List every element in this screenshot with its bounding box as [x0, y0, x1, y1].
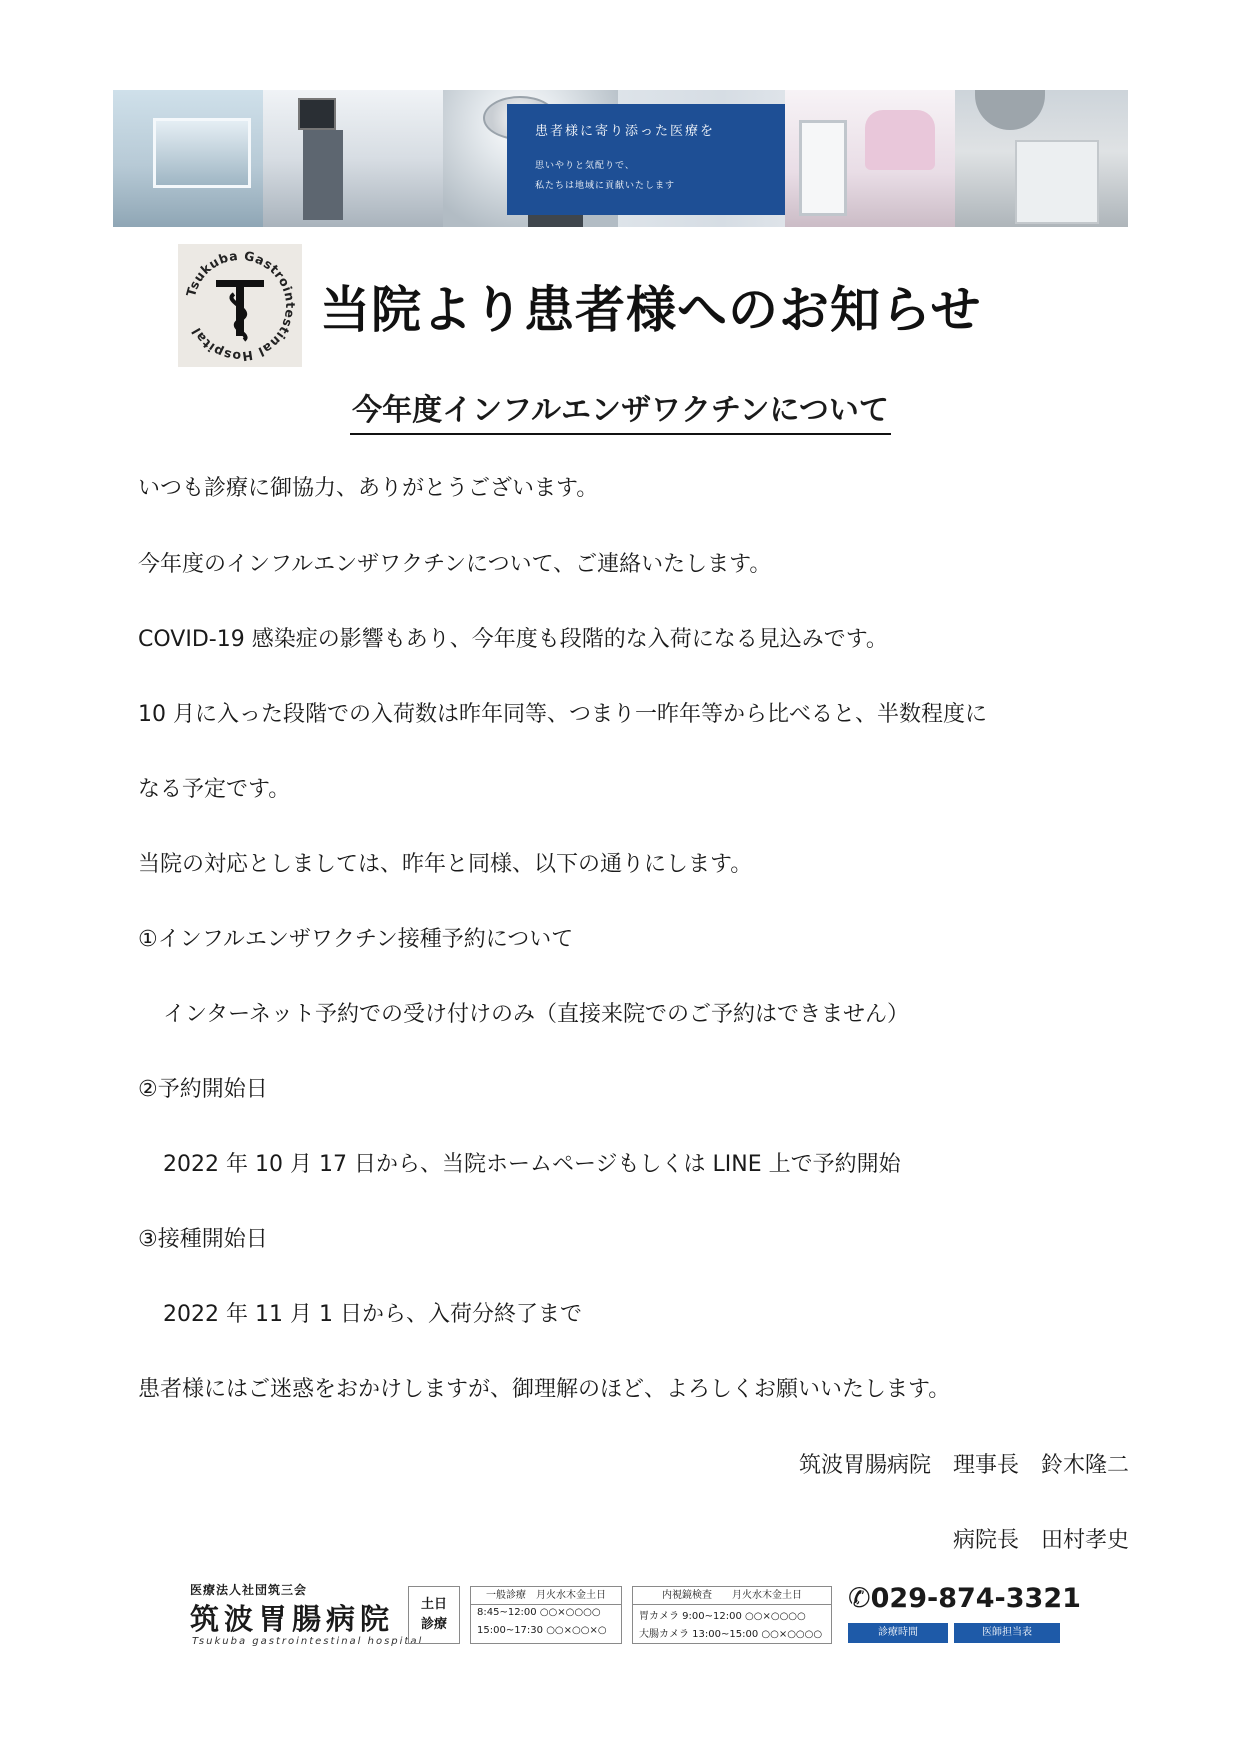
general-hours-header: 一般診療 月火水木金土日 [471, 1587, 621, 1605]
signature-director: 病院長 田村孝史 [952, 1528, 1129, 1553]
body-line-closing: 患者様にはご迷惑をおかけしますが、御理解のほど、よろしくお願いいたします。 [138, 1377, 951, 1402]
body-line-supply: 10 月に入った段階での入荷数は昨年同等、つまり一昨年等から比べると、半数程度に [138, 702, 987, 727]
weekend-badge-line1: 土日 [420, 1597, 447, 1612]
banner-heading: 患者様に寄り添った医療を [535, 124, 716, 139]
item-3-detail: 2022 年 11 月 1 日から、入荷分終了まで [163, 1302, 582, 1327]
body-line-greeting: いつも診療に御協力、ありがとうございます。 [138, 476, 599, 501]
notice-subtitle [0, 391, 1241, 435]
body-line-intro: 今年度のインフルエンザワクチンについて、ご連絡いたします。 [138, 552, 772, 577]
banner-subtext-2: 私たちは地域に貢献いたします [535, 181, 676, 191]
body-line-response: 当院の対応としましては、昨年と同様、以下の通りにします。 [138, 852, 753, 877]
hospital-logo [178, 244, 302, 367]
footer-hospital-name: 筑波胃腸病院 [190, 1602, 395, 1636]
banner-photo-ct-room [955, 90, 1128, 227]
item-3-heading: ③接種開始日 [138, 1227, 268, 1252]
item-1-heading: ①インフルエンザワクチン接種予約について [138, 927, 574, 952]
gastroscopy-hours: 胃カメラ 9:00~12:00 ○○×○○○○ [639, 1611, 806, 1622]
signature-chairman: 筑波胃腸病院 理事長 鈴木隆二 [798, 1453, 1129, 1478]
phone-number[interactable] [848, 1583, 1081, 1614]
general-hours-morning: 8:45~12:00 ○○×○○○○ [477, 1607, 601, 1618]
banner-photo-equipment [263, 90, 443, 227]
logo-ring-text: Tsukuba Gastrointestinal Hospital [183, 247, 299, 365]
body-line-covid: COVID-19 感染症の影響もあり、今年度も段階的な入荷になる見込みです。 [138, 627, 888, 652]
banner-subtext-1: 思いやりと気配りで、 [535, 161, 635, 171]
phone-icon: ✆ [848, 1583, 871, 1614]
page-title: 当院より患者様へのお知らせ [320, 281, 982, 339]
weekend-badge-line2: 診療 [420, 1617, 447, 1632]
general-clinic-hours-table [470, 1586, 622, 1644]
item-2-heading: ②予約開始日 [138, 1077, 268, 1102]
banner-message-box [507, 104, 785, 215]
endoscopy-hours-table [632, 1586, 832, 1644]
general-hours-afternoon: 15:00~17:30 ○○×○○×○ [477, 1625, 607, 1636]
banner-photo-exam-room [785, 90, 955, 227]
item-2-detail: 2022 年 10 月 17 日から、当院ホームページもしくは LINE 上で予約開始 [163, 1152, 901, 1177]
colonoscopy-hours: 大腸カメラ 13:00~15:00 ○○×○○○○ [639, 1629, 823, 1640]
banner-photo-lobby [113, 90, 263, 227]
footer-hospital-name-en: Tsukuba gastrointestinal hospital [192, 1636, 424, 1647]
body-line-supply-cont: なる予定です。 [138, 777, 291, 802]
item-1-detail: インターネット予約での受け付けのみ（直接来院でのご予約はできません） [163, 1002, 910, 1027]
weekend-clinic-badge [408, 1586, 460, 1644]
header-banner [113, 90, 1128, 227]
clinic-hours-button[interactable]: 診療時間 [848, 1623, 948, 1643]
phone-number-text: 029-874-3321 [870, 1583, 1081, 1614]
endoscopy-hours-header: 内視鏡検査 月火水木金土日 [633, 1587, 831, 1605]
footer-corporation: 医療法人社団筑三会 [190, 1583, 308, 1597]
doctor-schedule-button[interactable]: 医師担当表 [954, 1623, 1060, 1643]
footer-contact-bar [190, 1581, 1081, 1653]
notice-subtitle-text: 今年度インフルエンザワクチンについて [350, 391, 891, 435]
